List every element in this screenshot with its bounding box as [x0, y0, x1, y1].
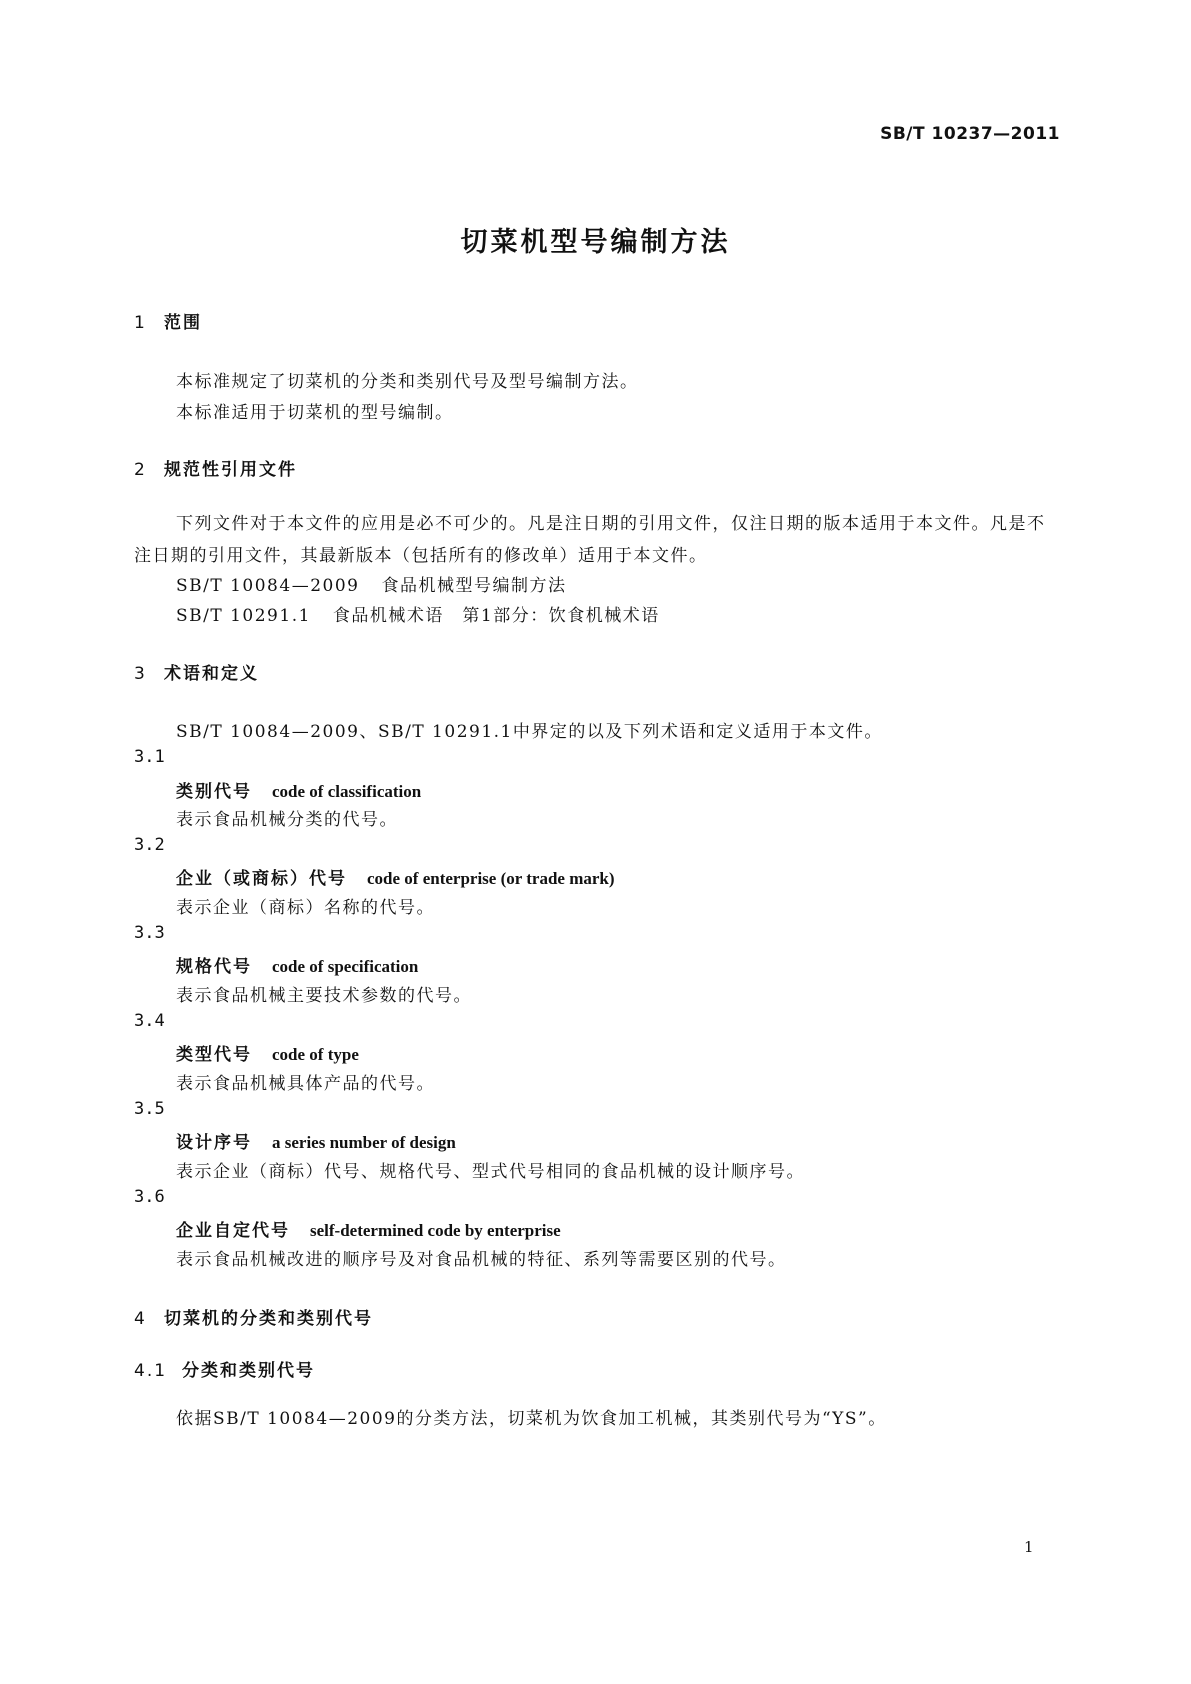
- term-heading: [176, 1216, 561, 1241]
- term-zh: 企业自定代号: [176, 1221, 290, 1241]
- reference-title: 食品机械术语 第1部分：饮食机械术语: [332, 606, 660, 626]
- section-title: 切菜机的分类和类别代号: [164, 1309, 373, 1329]
- term-zh: 类型代号: [176, 1045, 252, 1065]
- section-2-heading: [134, 455, 297, 480]
- term-heading: [176, 864, 615, 889]
- subsection-title: 分类和类别代号: [182, 1361, 315, 1381]
- reference-title: 食品机械型号编制方法: [381, 576, 567, 596]
- term-en: a series number of design: [272, 1133, 456, 1152]
- subsection-number: 4.1: [134, 1361, 168, 1381]
- normative-reference: [176, 601, 660, 626]
- subsection-4-1-heading: [134, 1356, 315, 1381]
- term-en: code of classification: [272, 782, 422, 801]
- term-heading: [176, 1128, 456, 1153]
- section-title: 规范性引用文件: [164, 460, 297, 480]
- term-number: 3.4: [134, 1011, 165, 1031]
- section-number: 3: [134, 664, 147, 684]
- paragraph: SB/T 10084—2009、SB/T 10291.1中界定的以及下列术语和定义适用于本文件。: [176, 722, 883, 742]
- term-en: code of specification: [272, 957, 419, 976]
- term-zh: 规格代号: [176, 957, 252, 977]
- term-definition: 表示食品机械主要技术参数的代号。: [176, 986, 472, 1006]
- paragraph: 依据SB/T 10084—2009的分类方法，切菜机为饮食加工机械，其类别代号为“YS”。: [176, 1409, 887, 1429]
- section-1-heading: [134, 308, 202, 333]
- term-definition: 表示企业（商标）代号、规格代号、型式代号相同的食品机械的设计顺序号。: [176, 1162, 805, 1182]
- term-heading: [176, 952, 418, 977]
- normative-reference: [176, 571, 566, 596]
- reference-code: SB/T 10084—2009: [176, 576, 360, 596]
- reference-code: SB/T 10291.1: [176, 606, 311, 626]
- standard-number: SB/T 10237—2011: [880, 124, 1060, 144]
- section-number: 4: [134, 1309, 147, 1329]
- section-title: 术语和定义: [164, 664, 259, 684]
- section-4-heading: [134, 1304, 373, 1329]
- term-number: 3.1: [134, 747, 165, 767]
- document-title: 切菜机型号编制方法: [460, 227, 731, 258]
- page-number: 1: [1024, 1538, 1034, 1556]
- term-definition: 表示食品机械改进的顺序号及对食品机械的特征、系列等需要区别的代号。: [176, 1250, 787, 1270]
- term-definition: 表示食品机械具体产品的代号。: [176, 1074, 435, 1094]
- paragraph: 本标准适用于切菜机的型号编制。: [176, 403, 454, 423]
- section-number: 2: [134, 460, 147, 480]
- term-en: code of enterprise (or trade mark): [367, 869, 615, 888]
- term-number: 3.5: [134, 1099, 165, 1119]
- term-definition: 表示企业（商标）名称的代号。: [176, 898, 435, 918]
- paragraph: 下列文件对于本文件的应用是必不可少的。凡是注日期的引用文件，仅注日期的版本适用于本文件。凡是不注日期的引用文件，其最新版本（包括所有的修改单）适用于本文件。: [134, 514, 1046, 566]
- term-zh: 设计序号: [176, 1133, 252, 1153]
- term-heading: [176, 1040, 359, 1065]
- term-zh: 类别代号: [176, 782, 252, 802]
- term-en: self-determined code by enterprise: [310, 1221, 561, 1240]
- term-en: code of type: [272, 1045, 359, 1064]
- term-heading: [176, 777, 421, 802]
- term-number: 3.2: [134, 835, 165, 855]
- paragraph: 本标准规定了切菜机的分类和类别代号及型号编制方法。: [176, 372, 639, 392]
- term-number: 3.6: [134, 1187, 165, 1207]
- term-zh: 企业（或商标）代号: [176, 869, 347, 889]
- section-3-heading: [134, 659, 259, 684]
- section-number: 1: [134, 313, 147, 333]
- term-definition: 表示食品机械分类的代号。: [176, 810, 398, 830]
- term-number: 3.3: [134, 923, 165, 943]
- section-title: 范围: [164, 313, 202, 333]
